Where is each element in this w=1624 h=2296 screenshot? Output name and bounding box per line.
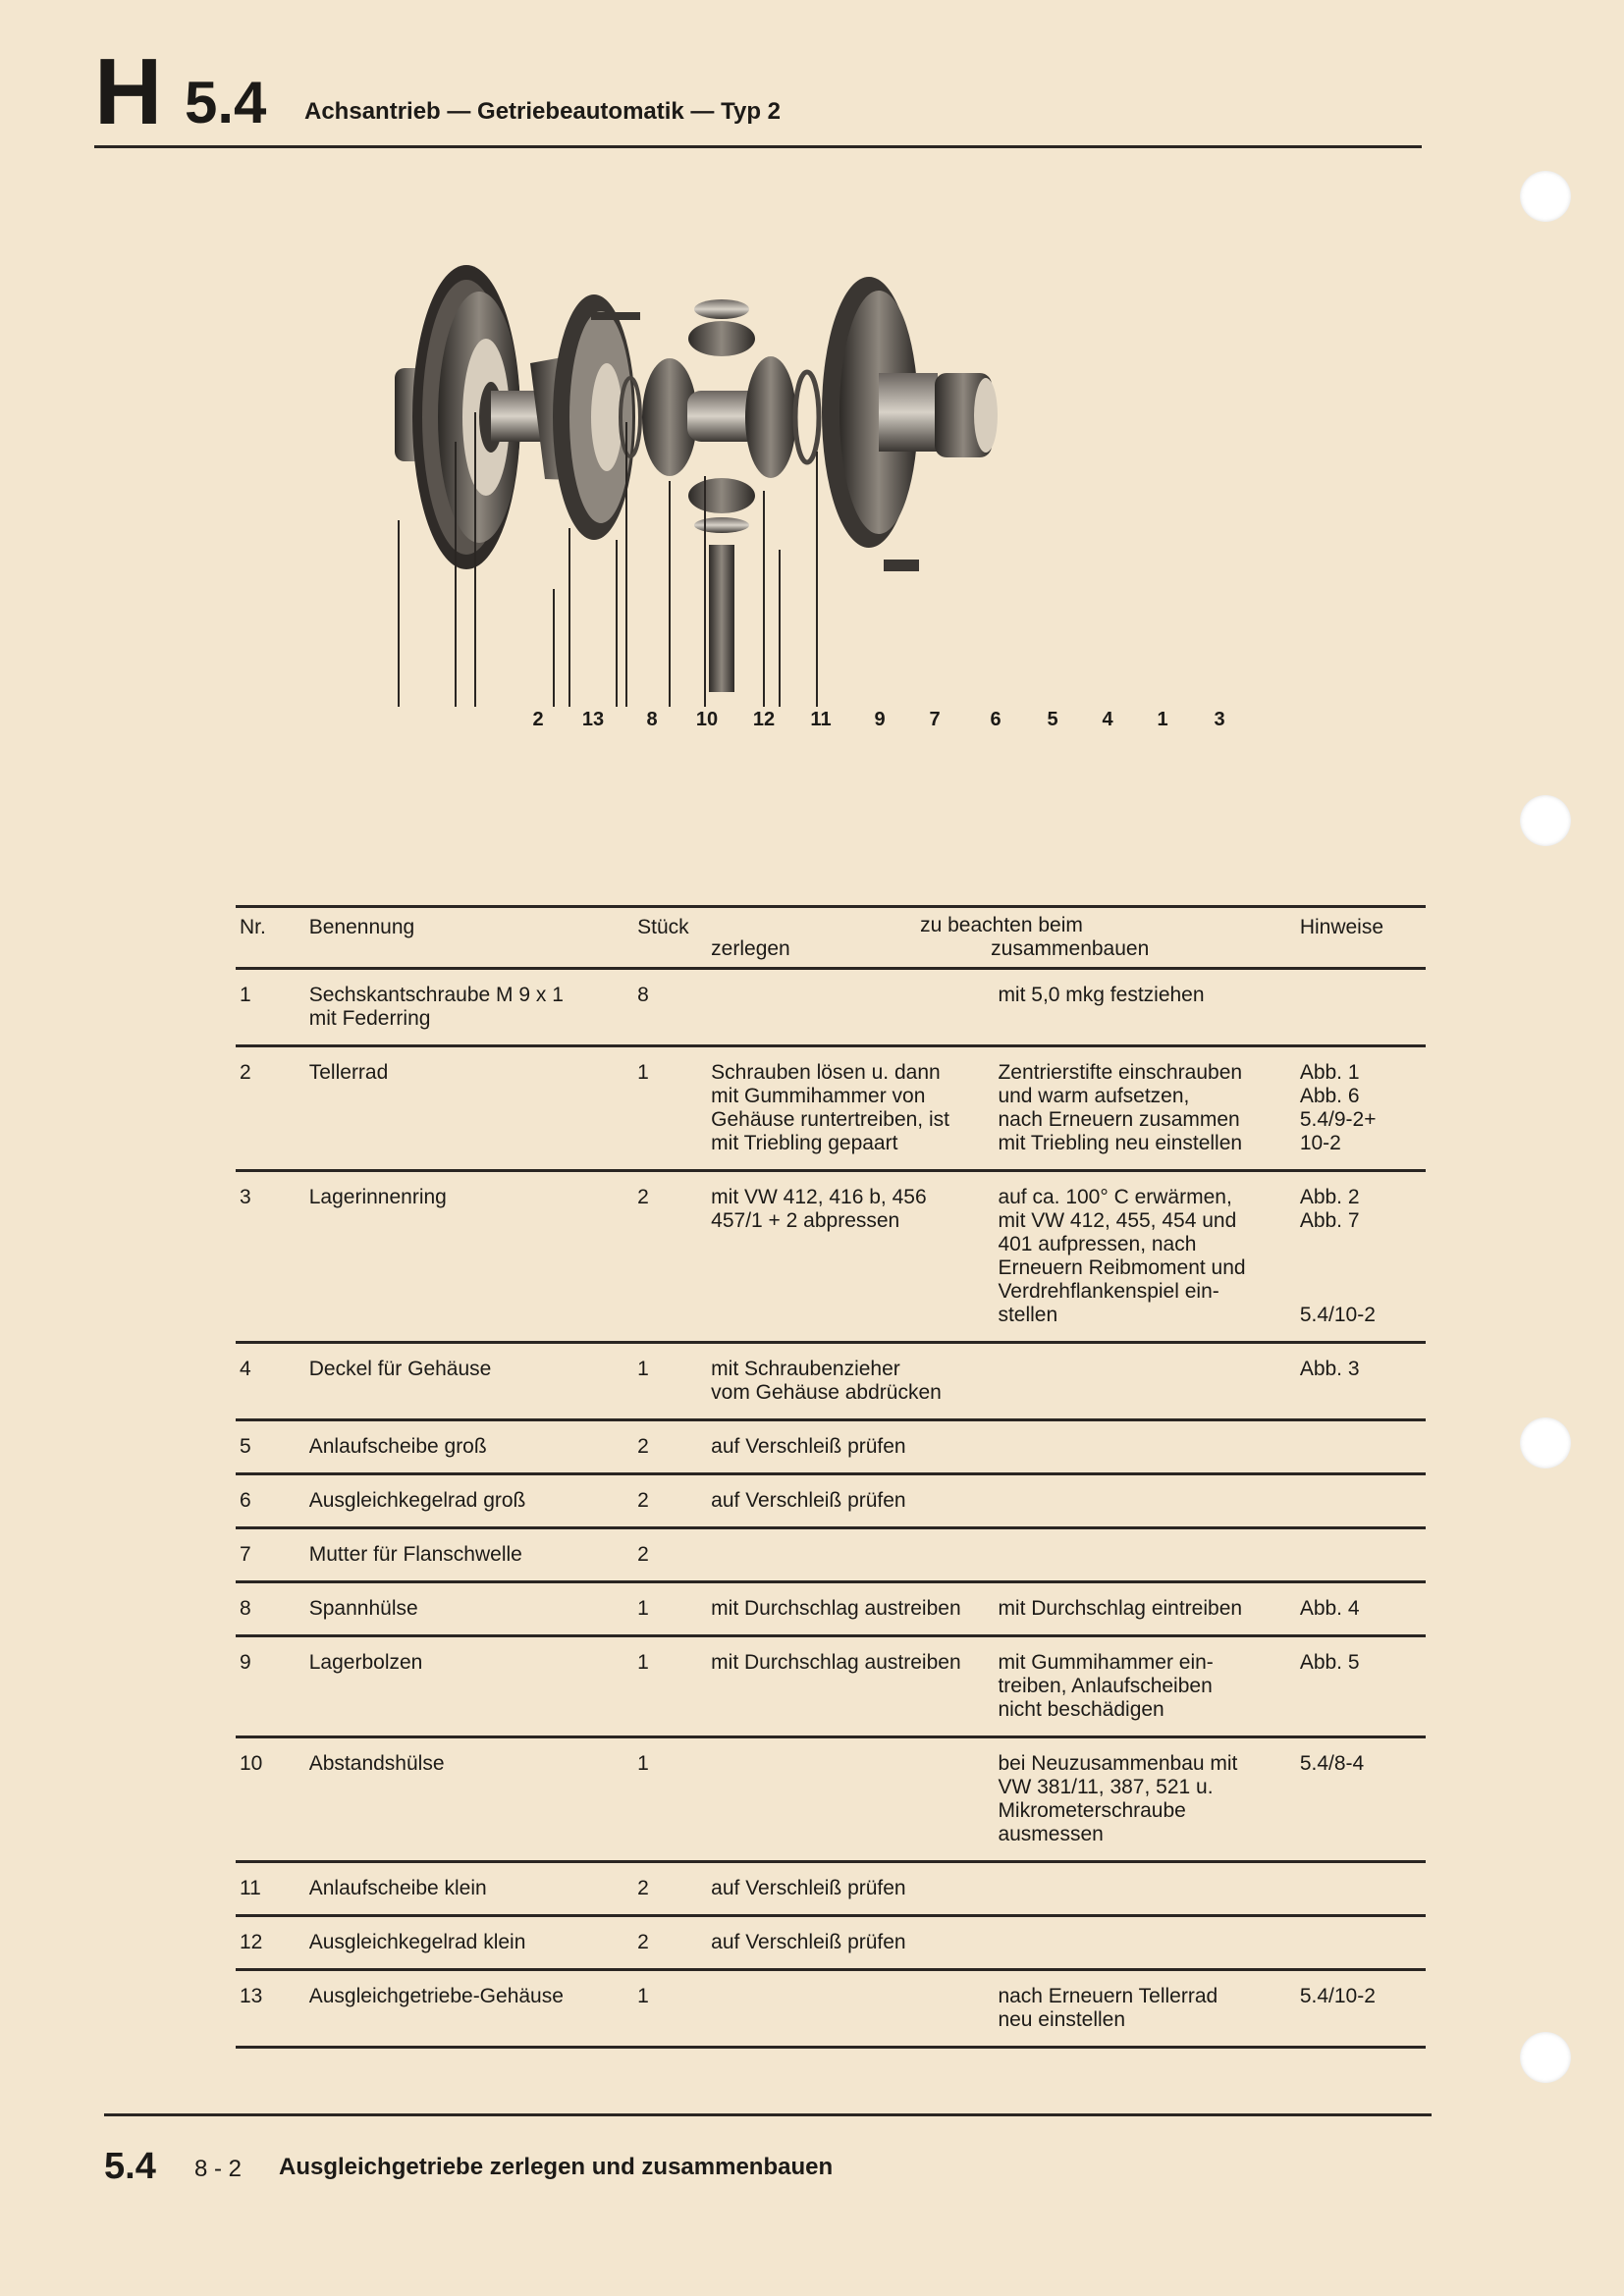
header-title: Achsantrieb — Getriebeautomatik — Typ 2 xyxy=(304,98,782,125)
cell-stueck: 1 xyxy=(633,1970,707,2048)
callout-label: 4 xyxy=(1102,709,1113,730)
callout-label: 2 xyxy=(532,709,544,730)
differential-exploded-diagram xyxy=(373,216,1276,736)
cell-hinweise xyxy=(1296,969,1426,1046)
cell-nr: 1 xyxy=(236,969,305,1046)
table-row xyxy=(236,1970,1426,2048)
cell-stueck: 1 xyxy=(633,1737,707,1862)
callout-label: 3 xyxy=(1214,709,1225,730)
punch-hole xyxy=(1520,1417,1571,1468)
col-header-nr: Nr. xyxy=(236,907,305,969)
cell-hinweise: Abb. 2 Abb. 7 5.4/10-2 xyxy=(1296,1171,1426,1343)
tension-sleeve-part xyxy=(591,312,640,320)
cell-stueck: 1 xyxy=(633,1343,707,1420)
cell-stueck: 2 xyxy=(633,1862,707,1916)
cell-stueck: 2 xyxy=(633,1528,707,1582)
cell-stueck: 8 xyxy=(633,969,707,1046)
cell-nr: 10 xyxy=(236,1737,305,1862)
cell-benennung: Deckel für Gehäuse xyxy=(305,1343,633,1420)
cell-zusammenbauen xyxy=(994,1343,1295,1420)
cell-zerlegen: mit Durchschlag austreiben xyxy=(707,1582,994,1636)
callout-label: 5 xyxy=(1047,709,1058,730)
cell-zusammenbauen: nach Erneuern Tellerrad neu einstellen xyxy=(994,1970,1295,2048)
cell-hinweise xyxy=(1296,1420,1426,1474)
cell-hinweise xyxy=(1296,1862,1426,1916)
table-row xyxy=(236,969,1426,1046)
cell-nr: 11 xyxy=(236,1862,305,1916)
cell-hinweise: Abb. 5 xyxy=(1296,1636,1426,1737)
punch-hole xyxy=(1520,795,1571,846)
header-section: 5.4 xyxy=(185,70,267,135)
callout-label: 8 xyxy=(646,709,658,730)
cell-hinweise: Abb. 3 xyxy=(1296,1343,1426,1420)
cell-nr: 4 xyxy=(236,1343,305,1420)
cell-zusammenbauen xyxy=(994,1528,1295,1582)
cell-zusammenbauen xyxy=(994,1862,1295,1916)
header-letter: H xyxy=(94,39,163,144)
cell-nr: 3 xyxy=(236,1171,305,1343)
washer-large-part xyxy=(795,372,819,462)
callout-label: 12 xyxy=(752,709,776,730)
col-header-zerlegen: zerlegen xyxy=(711,937,790,960)
cell-stueck: 2 xyxy=(633,1420,707,1474)
cell-nr: 9 xyxy=(236,1636,305,1737)
table-row xyxy=(236,1474,1426,1528)
cell-zerlegen: auf Verschleiß prüfen xyxy=(707,1862,994,1916)
cell-stueck: 1 xyxy=(633,1582,707,1636)
cell-benennung: Anlaufscheibe groß xyxy=(305,1420,633,1474)
callout-label: 10 xyxy=(695,709,719,730)
cell-nr: 8 xyxy=(236,1582,305,1636)
cell-zerlegen: mit Durchschlag austreiben xyxy=(707,1636,994,1737)
washer-small-top-part xyxy=(694,299,749,319)
table-row xyxy=(236,1420,1426,1474)
cell-stueck: 1 xyxy=(633,1046,707,1171)
bearing-right-part xyxy=(935,373,998,457)
cell-benennung: Tellerrad xyxy=(305,1046,633,1171)
cell-zusammenbauen: mit 5,0 mkg festziehen xyxy=(994,969,1295,1046)
cell-zerlegen xyxy=(707,1528,994,1582)
pinion-top-part xyxy=(688,321,755,356)
cover-part xyxy=(822,277,938,571)
cell-zerlegen: auf Verschleiß prüfen xyxy=(707,1916,994,1970)
footer-title: Ausgleichgetriebe zerlegen und zusammenbauen xyxy=(279,2154,834,2180)
cell-hinweise xyxy=(1296,1916,1426,1970)
cell-stueck: 2 xyxy=(633,1916,707,1970)
cell-zusammenbauen xyxy=(994,1474,1295,1528)
page-header xyxy=(94,39,1422,144)
cell-zusammenbauen: auf ca. 100° C erwärmen, mit VW 412, 455, 454 und 401 aufpressen, nach Erneuern Reibmoment und Verdrehflankenspiel ein- stellen xyxy=(994,1171,1295,1343)
table-row xyxy=(236,1171,1426,1343)
table-row xyxy=(236,1343,1426,1420)
cell-nr: 2 xyxy=(236,1046,305,1171)
cell-stueck: 2 xyxy=(633,1474,707,1528)
table-row xyxy=(236,1528,1426,1582)
cell-zusammenbauen: Zentrierstifte einschrauben und warm aufsetzen, nach Erneuern zusammen mit Triebling neu einstellen xyxy=(994,1046,1295,1171)
cell-zusammenbauen: mit Durchschlag eintreiben xyxy=(994,1582,1295,1636)
cell-hinweise: Abb. 1 Abb. 6 5.4/9-2+ 10-2 xyxy=(1296,1046,1426,1171)
table-header-row xyxy=(236,907,1426,969)
cell-zerlegen: mit VW 412, 416 b, 456 457/1 + 2 abpressen xyxy=(707,1171,994,1343)
cell-benennung: Ausgleichkegelrad klein xyxy=(305,1916,633,1970)
cell-stueck: 2 xyxy=(633,1171,707,1343)
table-row xyxy=(236,1636,1426,1737)
punch-hole xyxy=(1520,2032,1571,2083)
cell-zerlegen xyxy=(707,1970,994,2048)
table-row xyxy=(236,1862,1426,1916)
cell-benennung: Ausgleichgetriebe-Gehäuse xyxy=(305,1970,633,2048)
cell-zerlegen: Schrauben lösen u. dann mit Gummihammer von Gehäuse runtertreiben, ist mit Triebling gepaart xyxy=(707,1046,994,1171)
cell-nr: 5 xyxy=(236,1420,305,1474)
col-header-zusammenbauen: zusammenbauen xyxy=(991,937,1150,960)
table-row xyxy=(236,1916,1426,1970)
parts-table xyxy=(236,905,1426,2049)
cell-hinweise xyxy=(1296,1474,1426,1528)
cell-benennung: Sechskantschraube M 9 x 1 mit Federring xyxy=(305,969,633,1046)
cell-zerlegen xyxy=(707,969,994,1046)
bearing-pin-part xyxy=(709,545,734,692)
cell-benennung: Abstandshülse xyxy=(305,1737,633,1862)
housing-part xyxy=(491,294,635,540)
cell-zusammenbauen xyxy=(994,1916,1295,1970)
side-gear-right-part xyxy=(745,356,796,478)
table-row xyxy=(236,1582,1426,1636)
cell-nr: 13 xyxy=(236,1970,305,2048)
cell-benennung: Lagerinnenring xyxy=(305,1171,633,1343)
cell-zusammenbauen: bei Neuzusammenbau mit VW 381/11, 387, 521 u. Mikrometerschraube ausmessen xyxy=(994,1737,1295,1862)
cell-hinweise xyxy=(1296,1528,1426,1582)
col-header-stueck: Stück xyxy=(633,907,707,969)
cell-zerlegen xyxy=(707,1737,994,1862)
cell-stueck: 1 xyxy=(633,1636,707,1737)
cell-zerlegen: mit Schraubenzieher vom Gehäuse abdrücken xyxy=(707,1343,994,1420)
callout-label: 11 xyxy=(810,709,832,730)
callout-label: 7 xyxy=(929,709,941,730)
footer-rule xyxy=(104,2113,1432,2116)
table-row xyxy=(236,1737,1426,1862)
punch-hole xyxy=(1520,171,1571,222)
cell-benennung: Lagerbolzen xyxy=(305,1636,633,1737)
cell-zusammenbauen xyxy=(994,1420,1295,1474)
cell-hinweise: 5.4/10-2 xyxy=(1296,1970,1426,2048)
table-row xyxy=(236,1046,1426,1171)
callout-label: 6 xyxy=(990,709,1001,730)
washer-small-bottom-part xyxy=(694,517,749,533)
group-label: zu beachten beim xyxy=(920,914,1083,936)
pinion-bottom-part xyxy=(688,478,755,513)
cell-benennung: Mutter für Flanschwelle xyxy=(305,1528,633,1582)
cell-nr: 12 xyxy=(236,1916,305,1970)
callout-label: 13 xyxy=(581,709,605,730)
callout-label: 9 xyxy=(874,709,886,730)
footer-page: 8 - 2 xyxy=(194,2156,243,2182)
cell-nr: 6 xyxy=(236,1474,305,1528)
header-rule xyxy=(94,145,1422,148)
col-header-hinweise: Hinweise xyxy=(1296,907,1426,969)
cell-benennung: Ausgleichkegelrad groß xyxy=(305,1474,633,1528)
cell-hinweise: 5.4/8-4 xyxy=(1296,1737,1426,1862)
cell-nr: 7 xyxy=(236,1528,305,1582)
cell-zerlegen: auf Verschleiß prüfen xyxy=(707,1474,994,1528)
cell-hinweise: Abb. 4 xyxy=(1296,1582,1426,1636)
cell-zusammenbauen: mit Gummihammer ein- treiben, Anlaufscheiben nicht beschädigen xyxy=(994,1636,1295,1737)
cell-benennung: Spannhülse xyxy=(305,1582,633,1636)
col-header-benennung: Benennung xyxy=(305,907,633,969)
footer-section: 5.4 xyxy=(104,2146,156,2187)
cell-zerlegen: auf Verschleiß prüfen xyxy=(707,1420,994,1474)
col-header-group xyxy=(707,907,1296,969)
callout-label: 1 xyxy=(1157,709,1168,730)
cell-benennung: Anlaufscheibe klein xyxy=(305,1862,633,1916)
